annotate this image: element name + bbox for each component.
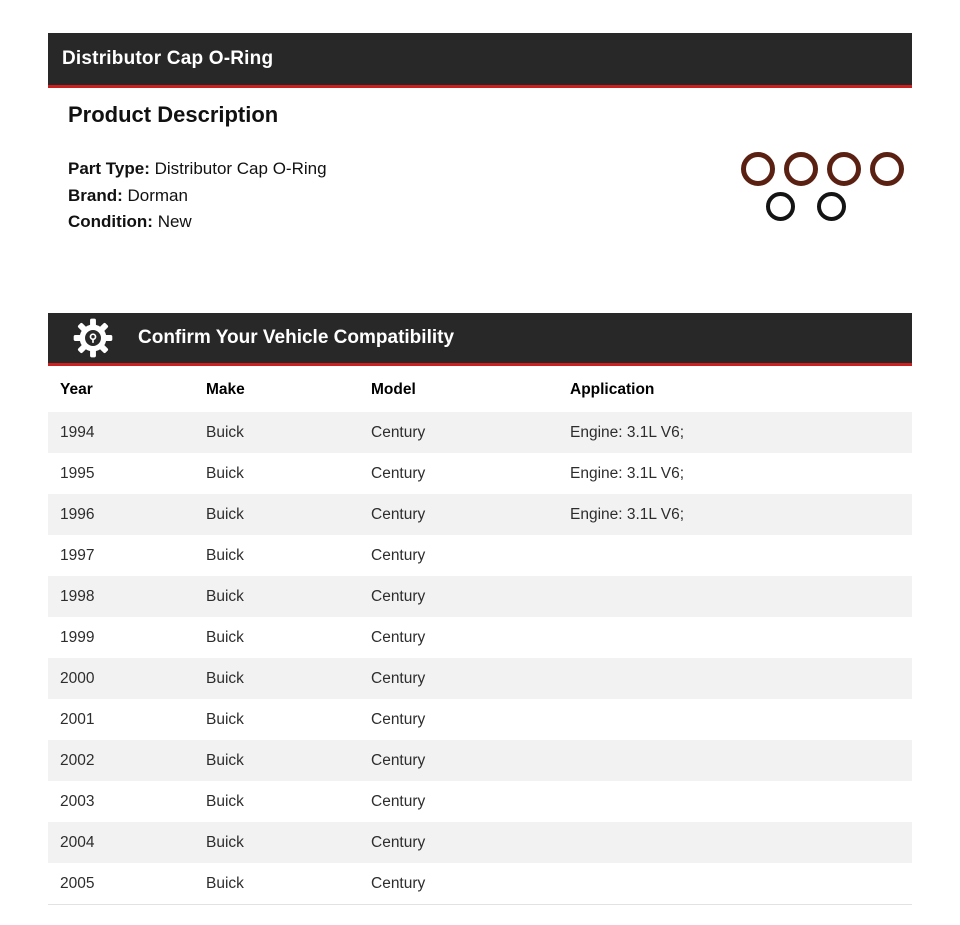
table-cell: Buick [206, 628, 244, 646]
product-title: Distributor Cap O-Ring [62, 48, 274, 69]
compatibility-heading: Confirm Your Vehicle Compatibility [138, 327, 455, 348]
table-cell: Century [371, 546, 426, 564]
product-page [48, 33, 912, 905]
column-header: Application [570, 381, 655, 398]
table-cell: Century [371, 464, 426, 482]
table-cell: Century [371, 710, 426, 728]
table-row [48, 740, 912, 781]
table-cell: 1996 [60, 505, 95, 523]
table-cell: Buick [206, 464, 244, 482]
oring-shape [870, 152, 904, 186]
oring-illustration [732, 152, 904, 221]
table-cell [558, 781, 912, 822]
table-row [48, 412, 912, 453]
table-cell: 2001 [60, 710, 95, 728]
table-cell: Buick [206, 792, 244, 810]
table-cell: 1995 [60, 464, 95, 482]
table-cell: Buick [206, 505, 244, 523]
table-cell [558, 699, 912, 740]
compatibility-header-bar [48, 313, 912, 366]
field-value: Dorman [122, 185, 188, 205]
oring-shape [817, 192, 846, 221]
table-row [48, 863, 912, 905]
table-row [48, 576, 912, 617]
table-cell [558, 576, 912, 617]
table-cell: Century [371, 505, 426, 523]
table-cell [558, 822, 912, 863]
oring-shape [827, 152, 861, 186]
table-cell: 2000 [60, 669, 95, 687]
table-cell: Engine: 3.1L V6; [570, 423, 685, 441]
table-row [48, 453, 912, 494]
table-cell: Buick [206, 710, 244, 728]
table-cell: 2003 [60, 792, 95, 810]
table-cell [558, 617, 912, 658]
table-cell [558, 740, 912, 781]
table-cell [558, 658, 912, 699]
table-cell: 2005 [60, 874, 95, 892]
table-row [48, 658, 912, 699]
table-cell: 1998 [60, 587, 95, 605]
field-label: Brand: [68, 185, 123, 205]
table-cell: 1999 [60, 628, 95, 646]
oring-shape [784, 152, 818, 186]
table-cell: Buick [206, 587, 244, 605]
table-cell: Engine: 3.1L V6; [570, 505, 685, 523]
table-row [48, 535, 912, 576]
field-value: Distributor Cap O-Ring [149, 159, 327, 178]
gear-icon [72, 317, 114, 359]
table-row [48, 699, 912, 740]
field-value: New [152, 212, 192, 231]
table-cell: Century [371, 423, 426, 441]
table-cell: 1994 [60, 423, 95, 441]
table-row [48, 781, 912, 822]
table-cell: Century [371, 628, 426, 646]
field-label: Part Type: [68, 159, 150, 178]
product-description-section [48, 88, 912, 270]
table-cell: Century [371, 669, 426, 687]
table-cell: Century [371, 792, 426, 810]
table-header-row [48, 366, 912, 412]
table-cell: Buick [206, 874, 244, 892]
table-cell: Buick [206, 751, 244, 769]
table-cell: Century [371, 874, 426, 892]
column-header: Make [206, 381, 245, 398]
oring-row-top [732, 152, 904, 186]
column-header: Model [371, 381, 416, 398]
table-cell: 1997 [60, 546, 95, 564]
description-heading: Product Description [68, 102, 279, 127]
table-cell: Buick [206, 423, 244, 441]
table-row [48, 494, 912, 535]
table-cell: Buick [206, 669, 244, 687]
field-label: Condition: [68, 212, 153, 231]
oring-row-bottom [732, 192, 904, 221]
table-cell: Century [371, 751, 426, 769]
table-cell [558, 863, 912, 905]
column-header: Year [60, 381, 93, 398]
table-cell: 2002 [60, 751, 95, 769]
compatibility-table [48, 366, 912, 905]
table-cell: Engine: 3.1L V6; [570, 464, 685, 482]
table-cell [558, 535, 912, 576]
table-cell: 2004 [60, 833, 95, 851]
product-title-bar [48, 33, 912, 88]
table-cell: Buick [206, 546, 244, 564]
table-cell: Century [371, 587, 426, 605]
table-cell: Century [371, 833, 426, 851]
oring-shape [741, 152, 775, 186]
table-row [48, 822, 912, 863]
table-cell: Buick [206, 833, 244, 851]
compatibility-table-body [48, 412, 912, 905]
oring-shape [766, 192, 795, 221]
table-row [48, 617, 912, 658]
